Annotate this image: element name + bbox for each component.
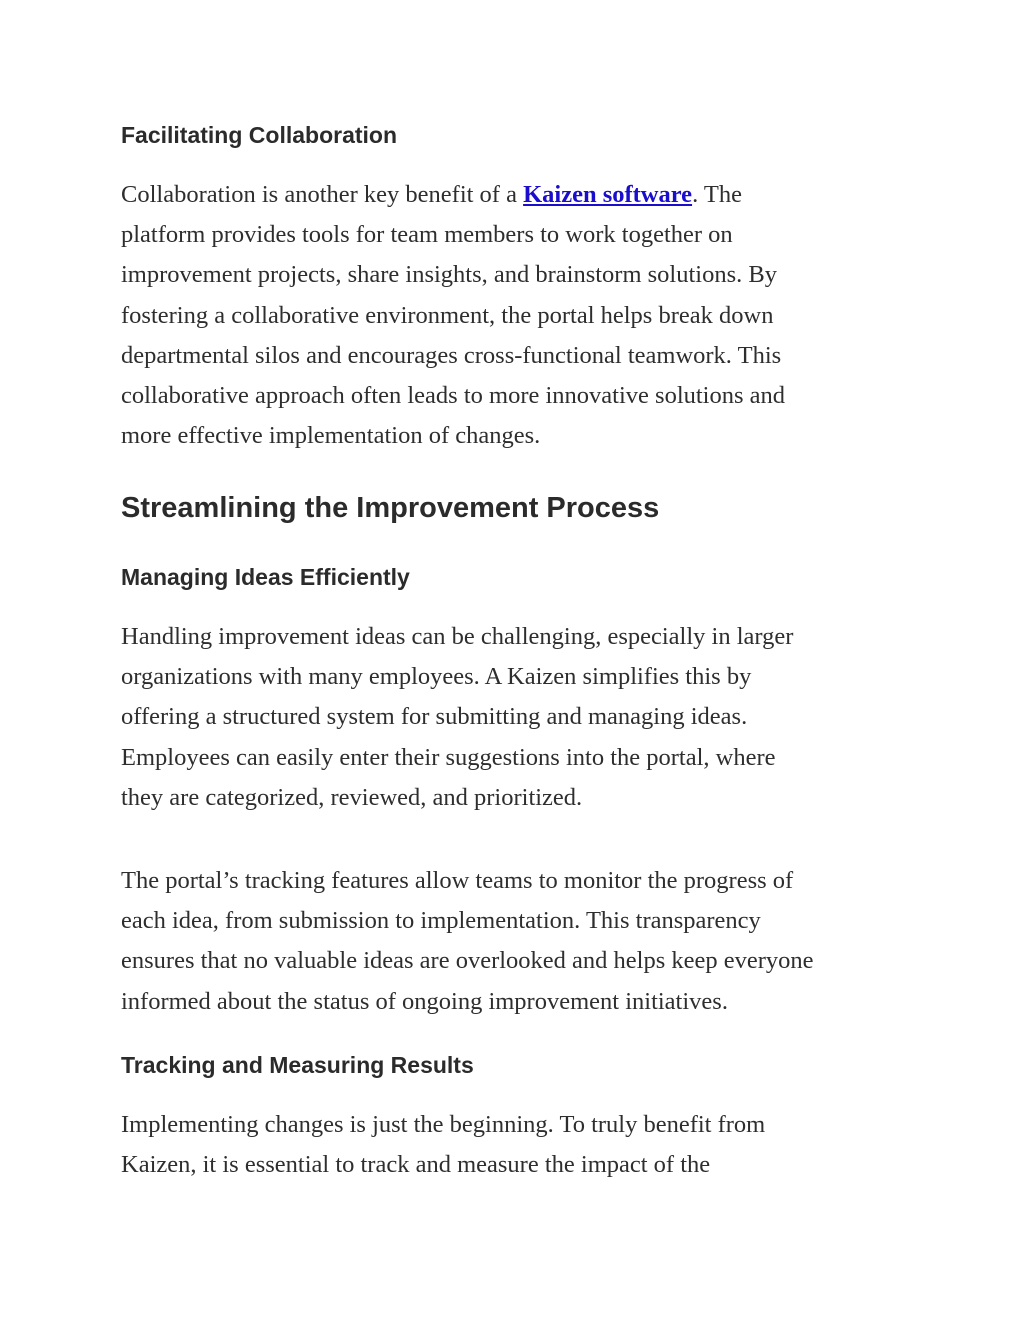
paragraph-line: offering a structured system for submitting and managing ideas. bbox=[121, 703, 748, 731]
kaizen-software-link[interactable]: Kaizen software bbox=[523, 181, 693, 208]
paragraph-line: departmental silos and encourages cross-functional teamwork. This bbox=[121, 341, 782, 369]
paragraph-line: Handling improvement ideas can be challenging, especially in larger bbox=[121, 623, 794, 650]
paragraph-line: informed about the status of ongoing improvement initiatives. bbox=[121, 987, 728, 1015]
heading-streamlining: Streamlining the Improvement Process bbox=[121, 492, 660, 524]
text-run: Collaboration is another key benefit of a bbox=[121, 181, 524, 208]
paragraph-line: collaborative approach often leads to more innovative solutions and bbox=[121, 382, 786, 410]
paragraph-tracking-features bbox=[121, 861, 911, 1022]
paragraph-line bbox=[121, 175, 911, 215]
paragraph-line: each idea, from submission to implementation. This transparency bbox=[121, 907, 761, 935]
text-run: . The bbox=[692, 181, 742, 208]
paragraph-line: they are categorized, reviewed, and prioritized. bbox=[121, 783, 583, 811]
paragraph-line: platform provides tools for team members to work together on bbox=[121, 221, 733, 249]
paragraph-line: improvement projects, share insights, and brainstorm solutions. By bbox=[121, 261, 777, 289]
paragraph-line: ensures that no valuable ideas are overlooked and helps keep everyone bbox=[121, 947, 814, 975]
paragraph-collaboration bbox=[121, 175, 911, 456]
paragraph-line: Implementing changes is just the beginning. To truly benefit from bbox=[121, 1111, 766, 1138]
paragraph-implementing-changes bbox=[121, 1105, 911, 1185]
paragraph-handling-ideas bbox=[121, 617, 911, 818]
paragraph-line: more effective implementation of changes. bbox=[121, 422, 541, 450]
paragraph-line: Kaizen, it is essential to track and measure the impact of the bbox=[121, 1151, 711, 1179]
paragraph-line: The portal’s tracking features allow teams to monitor the progress of bbox=[121, 867, 794, 894]
paragraph-line: fostering a collaborative environment, the portal helps break down bbox=[121, 301, 774, 329]
paragraph-line: organizations with many employees. A Kaizen simplifies this by bbox=[121, 663, 752, 691]
heading-tracking-results: Tracking and Measuring Results bbox=[121, 1052, 474, 1078]
heading-facilitating-collaboration: Facilitating Collaboration bbox=[121, 122, 398, 148]
paragraph-line: Employees can easily enter their suggestions into the portal, where bbox=[121, 743, 776, 771]
heading-managing-ideas: Managing Ideas Efficiently bbox=[121, 564, 410, 590]
